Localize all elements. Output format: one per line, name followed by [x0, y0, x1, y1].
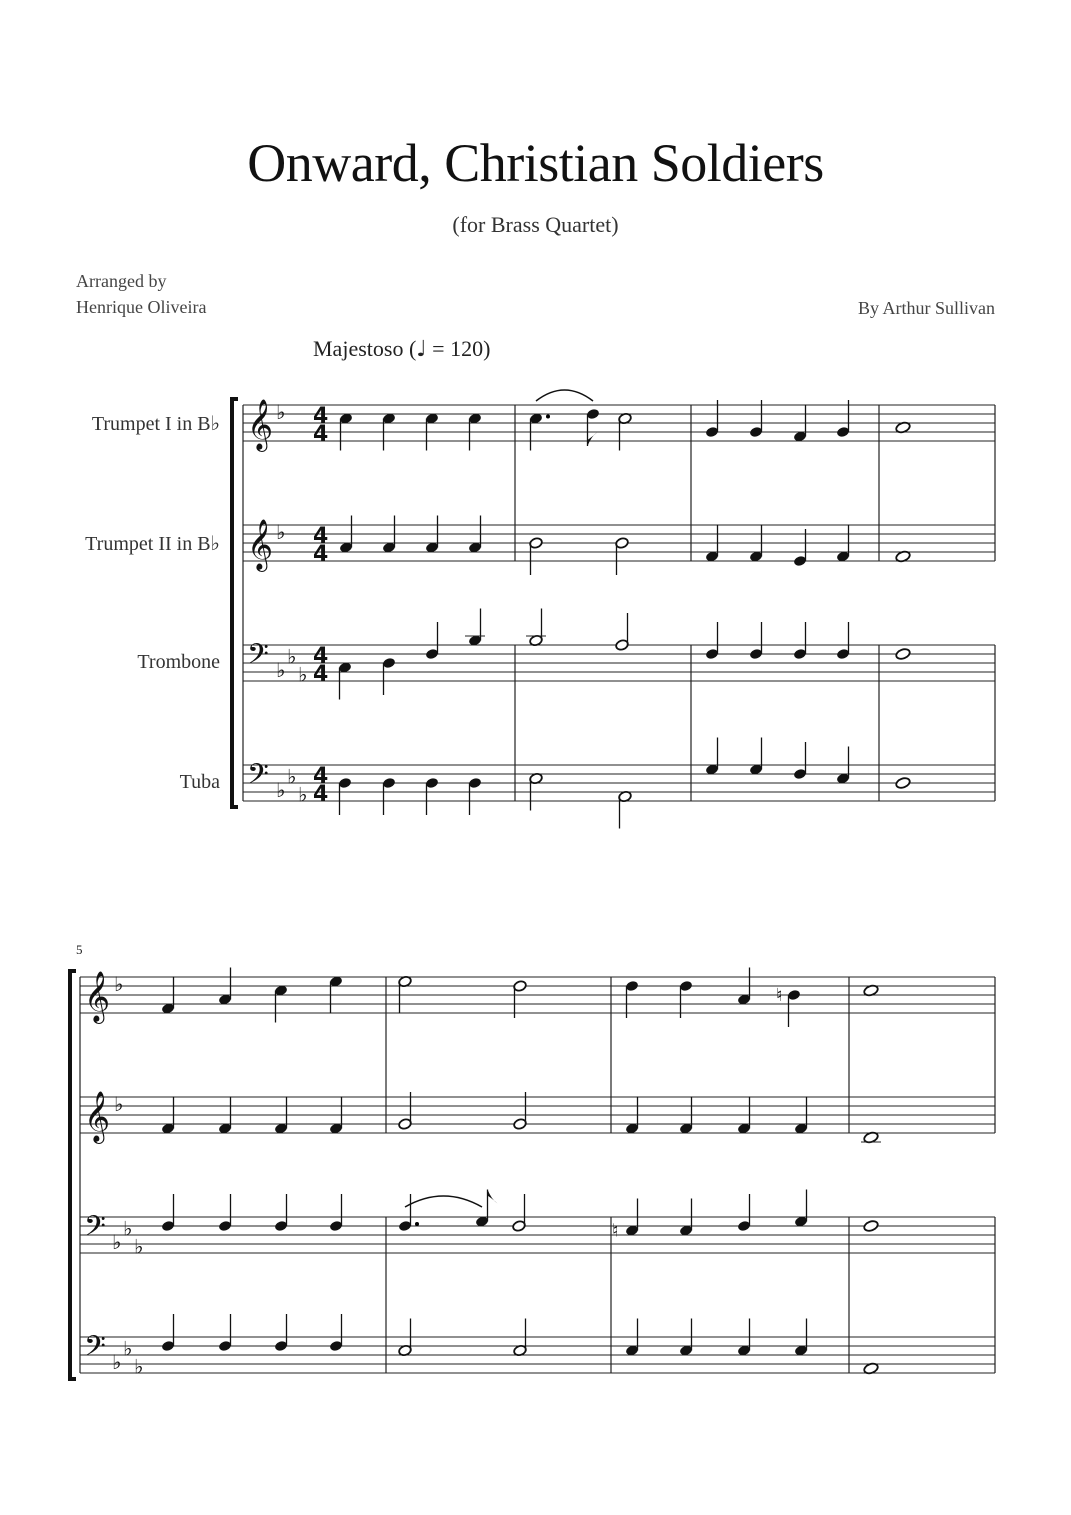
- time-signature-numerator: 4: [313, 404, 329, 429]
- treble-clef-icon: 𝄞: [84, 971, 111, 1022]
- flat-icon: ♭: [287, 764, 297, 789]
- instrument-label-tuba: Tuba: [179, 771, 220, 793]
- treble-clef-icon: 𝄞: [247, 519, 274, 570]
- score-subtitle: (for Brass Quartet): [452, 212, 619, 237]
- flat-icon: ♭: [287, 644, 297, 669]
- bass-clef-icon: 𝄢: [84, 1210, 106, 1250]
- flat-icon: ♭: [112, 1350, 122, 1374]
- natural-icon: ♮: [776, 985, 783, 1006]
- time-signature-numerator: 4: [313, 524, 329, 549]
- augmentation-dot: [546, 415, 550, 419]
- note-head: [895, 776, 911, 789]
- note-head: [863, 1219, 879, 1232]
- measure-number: 5: [76, 942, 83, 957]
- treble-clef-icon: 𝄞: [84, 1091, 111, 1142]
- time-signature-numerator: 4: [313, 764, 329, 789]
- system-bracket: [70, 971, 76, 1379]
- score-title: Onward, Christian Soldiers: [247, 133, 824, 193]
- natural-icon: ♮: [612, 1220, 619, 1242]
- flat-icon: ♭: [276, 520, 286, 544]
- instrument-label-trombone: Trombone: [137, 651, 220, 673]
- slur: [405, 1196, 482, 1207]
- flat-icon: ♭: [298, 782, 308, 807]
- flat-icon: ♭: [134, 1354, 144, 1379]
- time-signature-denominator: 4: [313, 662, 329, 687]
- time-signature-denominator: 4: [313, 782, 329, 807]
- flat-icon: ♭: [134, 1234, 144, 1259]
- instrument-label-trumpet-1: Trumpet I in B♭: [91, 413, 220, 435]
- composer-credit: By Arthur Sullivan: [857, 298, 995, 318]
- note-flag: [488, 1190, 498, 1204]
- bass-clef-icon: 𝄢: [247, 758, 269, 798]
- bass-clef-icon: 𝄢: [84, 1330, 106, 1370]
- slur: [536, 390, 593, 401]
- flat-icon: ♭: [112, 1230, 122, 1254]
- augmentation-dot: [415, 1222, 419, 1226]
- flat-icon: ♭: [114, 972, 124, 996]
- flat-icon: ♭: [298, 662, 308, 687]
- treble-clef-icon: 𝄞: [247, 399, 274, 450]
- flat-icon: ♭: [276, 658, 286, 682]
- flat-icon: ♭: [114, 1092, 124, 1116]
- flat-icon: ♭: [123, 1336, 133, 1361]
- tempo-value: = 120): [426, 336, 491, 361]
- time-signature-numerator: 4: [313, 644, 329, 669]
- note-flag: [588, 432, 598, 446]
- note-head: [895, 647, 911, 660]
- flat-icon: ♭: [123, 1216, 133, 1241]
- flat-icon: ♭: [276, 400, 286, 424]
- bass-clef-icon: 𝄢: [247, 638, 269, 678]
- time-signature-denominator: 4: [313, 542, 329, 567]
- arranger-label: Arranged by: [76, 271, 167, 291]
- system-bracket: [232, 399, 238, 807]
- quarter-note-icon: ♩: [416, 337, 427, 362]
- instrument-label-trumpet-2: Trumpet II in B♭: [85, 533, 220, 555]
- flat-icon: ♭: [276, 778, 286, 802]
- tempo-text: Majestoso (: [313, 336, 417, 361]
- arranger-name: Henrique Oliveira: [76, 297, 207, 317]
- time-signature-denominator: 4: [313, 422, 329, 447]
